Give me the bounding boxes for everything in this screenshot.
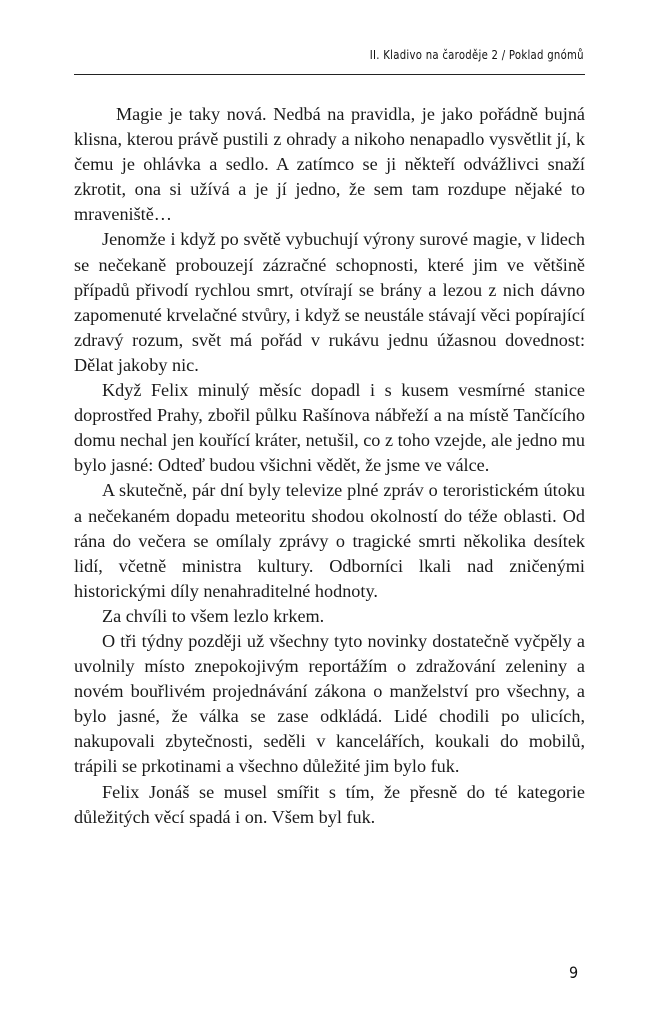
paragraph: Felix Jonáš se musel smířit s tím, že přesně do té kategorie důležitých věcí spadá i on. Všem byl fuk.: [74, 781, 585, 827]
page-number: 9: [568, 963, 578, 982]
paragraph: A skutečně, pár dní byly televize plné zpráv o teroristickém útoku a nečekaném dopadu meteoritu shodou okolností do téže oblasti. Od rána do večera se omílaly zprávy o tragické smrti několika desítek lidí, včetně ministra kultury. Odborníci lkali nad zničenými historickými díly nenahraditelné hodnoty.: [74, 480, 585, 601]
paragraph: Za chvíli to všem lezlo krkem.: [102, 605, 325, 626]
header-rule: [74, 74, 585, 75]
paragraph: Magie je taky nová. Nedbá na pravidla, je jako pořádně bujná klisna, kterou právě pustili z ohrady a nikoho nenapadlo vysvětlit jí, k čemu je ohlávka a sedlo. A zatímco se ji někteří odvážlivci snaží zkrotit, ona si užívá a je jí jedno, že sem tam rozdupe nějaké to mraveniště…: [74, 104, 585, 225]
paragraph: O tři týdny později už všechny tyto novinky dostatečně vyčpěly a uvolnily místo znepokojivým reportážím o zdražování zeleniny a novém bouřlivém projednávání zákona o manželství pro všechny, a bylo jasné, že válka se zase odkládá. Lidé chodili po ulicích, nakupovali zbytečnosti, seděli v kancelářích, koukali do mobilů, trápili se prkotinami a všechno důležité jim bylo fuk.: [74, 630, 585, 777]
running-head: II. Kladivo na čaroděje 2 / Poklad gnómů: [369, 47, 584, 62]
body-text: [74, 102, 585, 830]
paragraph: Když Felix minulý měsíc dopadl i s kusem vesmírné stanice doprostřed Prahy, zbořil půlku Rašínova nábřeží a na místě Tančícího domu nechal jen kouřící kráter, netušil, co z toho vzejde, ale jedno mu bylo jasné: Odteď budou všichni vědět, že jsme ve válce.: [74, 380, 585, 476]
paragraph: Jenomže i když po světě vybuchují výrony surové magie, v lidech se nečekaně probouzejí zázračné schopnosti, které jim ve většině případů přivodí rychlou smrt, otvírají se brány a lezou z nich dávno zapomenuté krvelačné stvůry, i když se neustále stávají věci popírající zdravý rozum, svět má pořád v rukávu jednu úžasnou dovednost: Dělat jakoby nic.: [74, 229, 585, 375]
